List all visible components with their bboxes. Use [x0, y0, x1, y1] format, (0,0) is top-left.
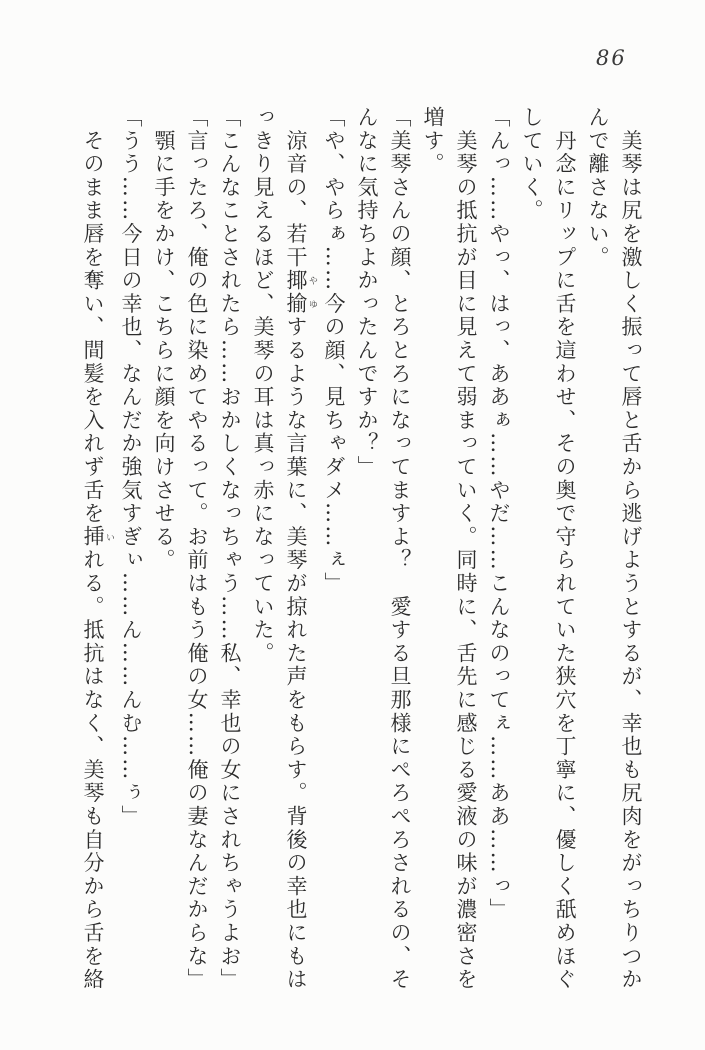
- text-line: 丹念にリップに舌を這わせ、その奥で守られていた狭穴を丁寧に、優しく舐めほぐ: [553, 106, 577, 992]
- text-line: 増す。: [421, 106, 445, 176]
- text-line: 美琴は尻を激しく振って唇と舌から逃げようとするが、幸也も尻肉をがっちりつか: [619, 106, 643, 992]
- text-line: 「んっ……やっ、はっ、ああぁ……やだ……こんなのってぇ……ああ……っ」: [487, 106, 511, 922]
- text-line: んで離さない。: [586, 106, 610, 270]
- text-line: 顎に手をかけ、こちらに顔を向けさせる。: [152, 106, 176, 572]
- text-line: 「言ったろ、俺の色に染めてやるって。お前はもう俺の女……俺の妻なんだからな」: [185, 106, 209, 992]
- body-text: [81, 106, 647, 1010]
- ruby-annotated-word: 揄 ゆ: [284, 292, 317, 316]
- text-line: 「こんなことされたら……おかしくなっちゃう……私、幸也の女にされちゃうよお」: [218, 106, 242, 992]
- text-line: っきり見えるほど、美琴の耳は真っ赤になっていた。: [251, 106, 275, 666]
- page-number: 86: [596, 46, 627, 70]
- text-line: 「うう……今日の幸也、なんだか強気すぎぃ……ん……んむ……ぅ」: [119, 106, 143, 829]
- text-line: 美琴の抵抗が目に見えて弱まっていく。同時に、舌先に感じる愛液の味が濃密さを: [454, 106, 478, 992]
- text-line: んなに気持ちよかったんですか？」: [355, 106, 379, 479]
- text-line: 「美琴さんの顔、とろとろになってますよ？ 愛する旦那様にぺろぺろされるの、そ: [388, 106, 412, 992]
- text-line: していく。: [520, 106, 544, 223]
- text-line: 涼音の、若干揶 や揄 ゆするような言葉に、美琴が掠れた声をもらす。背後の幸也にもは: [284, 106, 317, 992]
- text-line: 「や、やらぁ……今の顔、見ちゃダメ……ぇ」: [322, 106, 346, 596]
- ruby-annotated-word: 挿 い: [81, 525, 114, 549]
- text-line: そのまま唇を奪い、間髪を入れず舌を挿 いれる。抵抗はなく、美琴も自分から舌を絡: [81, 106, 114, 992]
- ruby-annotated-word: 揶 や: [284, 269, 317, 293]
